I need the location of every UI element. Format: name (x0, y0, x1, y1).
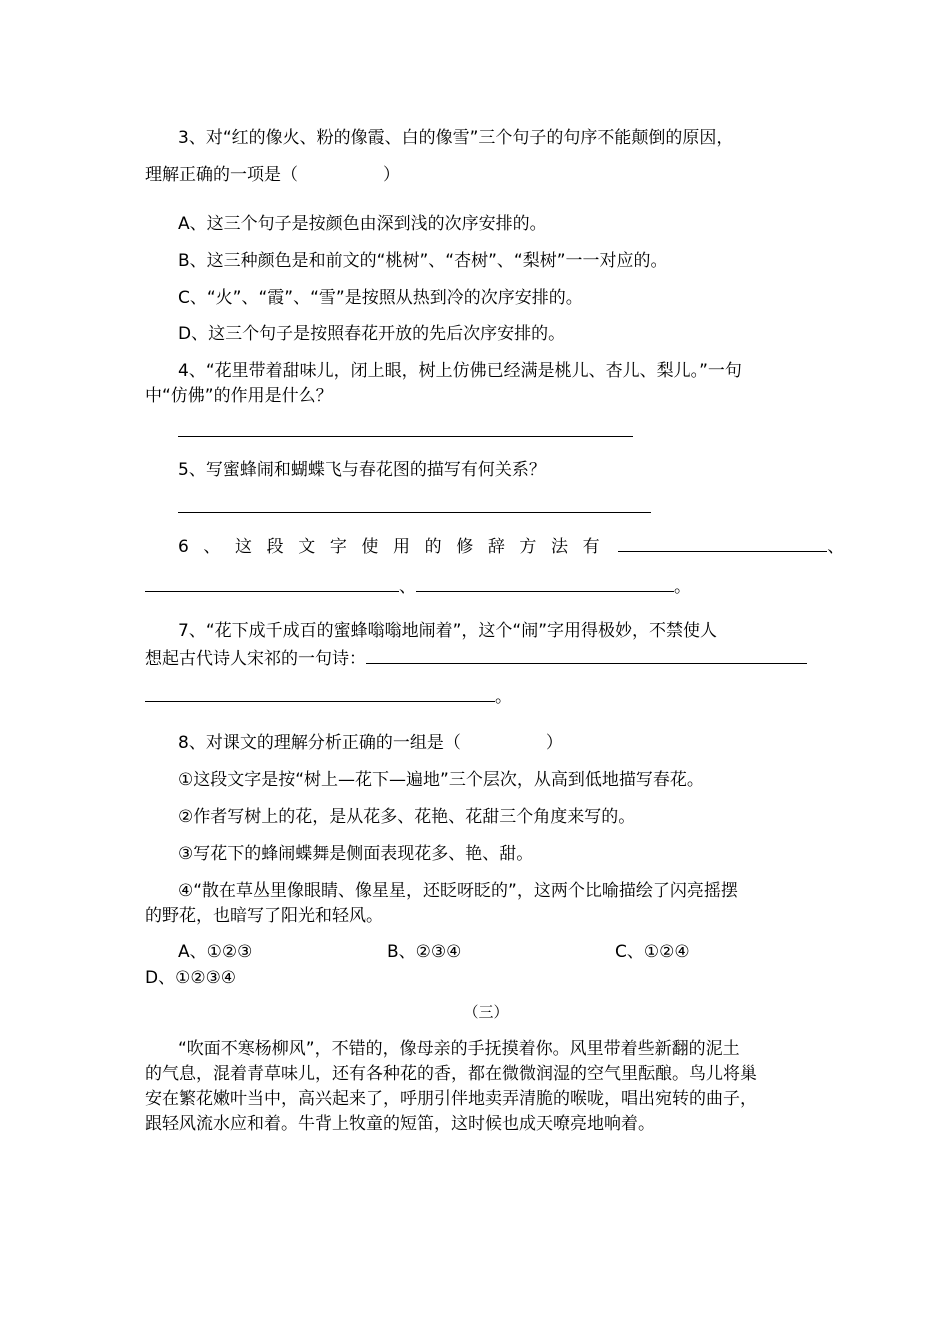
q7-blank-2[interactable] (145, 683, 495, 702)
q7-blank-1[interactable] (366, 645, 807, 664)
q6-line1 (178, 533, 844, 559)
q6-blank-1[interactable] (618, 533, 827, 552)
q8-stem: 8、对课文的理解分析正确的一组是（ ） (178, 733, 563, 753)
passage-line-4: 跟轻风流水应和着。牛背上牧童的短笛，这时候也成天嘹亮地响着。 (145, 1114, 655, 1134)
q6-line2 (145, 573, 691, 599)
q6-separator: 、 (827, 537, 845, 557)
q6-blank-2[interactable] (145, 573, 399, 592)
q8-choice-c: C、①②④ (615, 942, 690, 962)
q5-answer-blank[interactable] (178, 494, 651, 520)
passage-line-2: 的气息，混着青草味儿，还有各种花的香，都在微微润湿的空气里酝酿。鸟儿将巢 (145, 1064, 757, 1084)
q3-option-d: D、这三个句子是按照春花开放的先后次序安排的。 (178, 324, 566, 344)
q8-item-4-line2: 的野花，也暗写了阳光和轻风。 (145, 906, 383, 926)
q8-item-2: ②作者写树上的花，是从花多、花艳、花甜三个角度来写的。 (178, 807, 636, 827)
q6-stem: 6、这段文字使用的修辞方法有 (178, 537, 615, 557)
q6-separator: 、 (399, 577, 416, 597)
q3-stem-line2: 理解正确的一项是（ ） (145, 165, 400, 185)
q3-option-b: B、这三种颜色是和前文的“桃树”、“杏树”、“梨树”一一对应的。 (178, 251, 668, 271)
q8-item-3: ③写花下的蜂闹蝶舞是侧面表现花多、艳、甜。 (178, 844, 534, 864)
q8-choice-a: A、①②③ (178, 942, 253, 962)
q7-line3 (145, 683, 512, 709)
q6-blank-3[interactable] (416, 573, 674, 592)
q4-stem-line2: 中“仿佛”的作用是什么？ (145, 386, 333, 406)
q3-option-c: C、“火”、“霞”、“雪”是按照从热到冷的次序安排的。 (178, 288, 583, 308)
q8-item-4-line1: ④“散在草丛里像眼睛、像星星，还眨呀眨的”，这两个比喻描绘了闪亮摇摆 (178, 881, 738, 901)
q3-stem-line1: 3、对“红的像火、粉的像霞、白的像雪”三个句子的句序不能颠倒的原因， (178, 128, 734, 148)
q3-option-a: A、这三个句子是按颜色由深到浅的次序安排的。 (178, 214, 547, 234)
q7-stem-text: 想起古代诗人宋祁的一句诗： (145, 649, 366, 669)
q8-item-1: ①这段文字是按“树上—花下—遍地”三个层次，从高到低地描写春花。 (178, 770, 704, 790)
q7-end: 。 (495, 687, 512, 707)
q6-end: 。 (674, 577, 691, 597)
q7-stem-line2 (145, 645, 807, 671)
q5-stem: 5、写蜜蜂闹和蝴蝶飞与春花图的描写有何关系？ (178, 460, 546, 480)
q4-answer-blank[interactable] (178, 418, 633, 444)
q4-stem-line1: 4、“花里带着甜味儿，闭上眼，树上仿佛已经满是桃儿、杏儿、梨儿。”一句 (178, 361, 742, 381)
q7-stem-line1: 7、“花下成千成百的蜜蜂嗡嗡地闹着”，这个“闹”字用得极妙，不禁使人 (178, 621, 718, 641)
section-heading: （三） (463, 1003, 509, 1021)
q8-choice-b: B、②③④ (387, 942, 462, 962)
passage-line-3: 安在繁花嫩叶当中，高兴起来了，呼朋引伴地卖弄清脆的喉咙，唱出宛转的曲子， (145, 1089, 757, 1109)
q8-choice-d: D、①②③④ (145, 968, 237, 988)
answer-underline (178, 418, 633, 437)
passage-line-1: “吹面不寒杨柳风”，不错的，像母亲的手抚摸着你。风里带着些新翻的泥土 (178, 1039, 740, 1059)
answer-underline (178, 494, 651, 513)
